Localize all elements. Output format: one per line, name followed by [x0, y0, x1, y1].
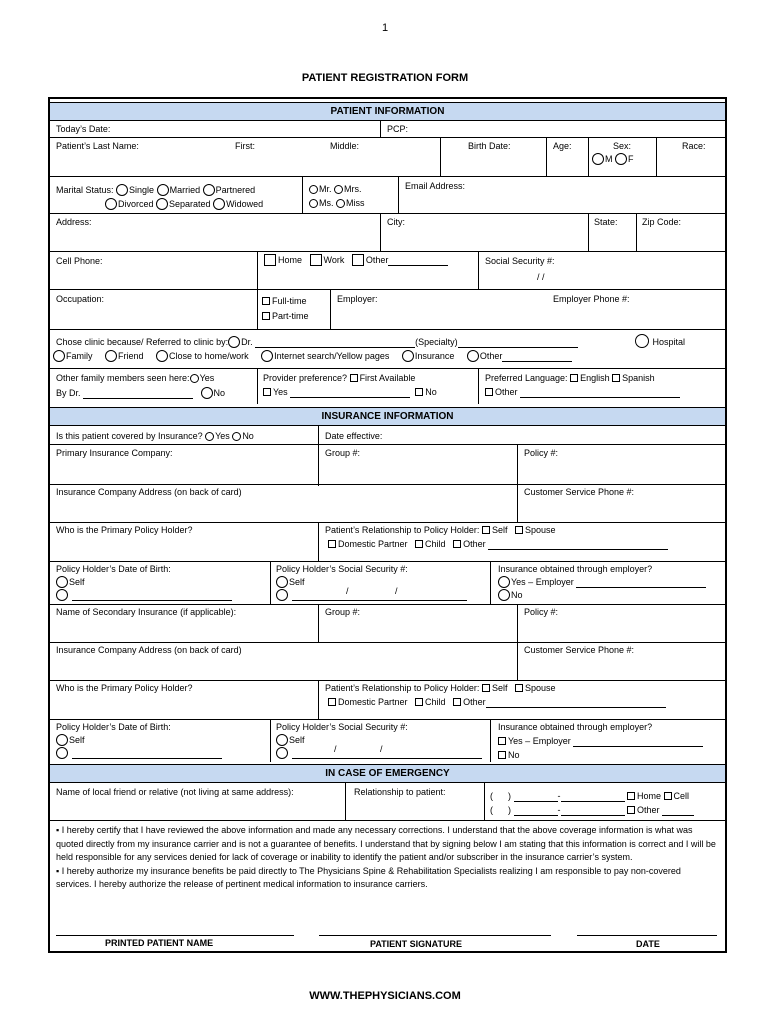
provider-yes-checkbox[interactable] — [263, 388, 271, 396]
cust-service-field[interactable]: Customer Service Phone #: — [524, 487, 635, 497]
email-field[interactable]: Email Address: — [405, 181, 466, 191]
phone-other-label: Other — [365, 255, 389, 265]
miss-label: Miss — [346, 198, 365, 208]
married-label: Married — [169, 185, 201, 195]
other-family-no-label: No — [213, 388, 226, 398]
widowed-radio[interactable] — [213, 198, 225, 210]
friend-label: Friend — [118, 351, 144, 361]
rel-other-checkbox[interactable] — [453, 540, 461, 548]
age-field[interactable]: Age: — [553, 141, 572, 151]
secondary-obtained-label: Insurance obtained through employer? — [498, 722, 653, 732]
employer-field[interactable]: Employer: — [337, 294, 378, 304]
phone-other-checkbox[interactable] — [352, 254, 364, 266]
sex-m-radio[interactable] — [592, 153, 604, 165]
close-home-radio[interactable] — [156, 350, 168, 362]
provider-yes-label: Yes — [273, 387, 288, 397]
city-field[interactable]: City: — [387, 217, 405, 227]
address-field[interactable]: Address: — [56, 217, 92, 227]
parttime-label: Part-time — [272, 311, 309, 321]
internet-radio[interactable] — [261, 350, 273, 362]
sec-obtained-yes-checkbox[interactable] — [498, 737, 506, 745]
single-radio[interactable] — [116, 184, 128, 196]
middle-name-field[interactable]: Middle: — [330, 141, 360, 151]
obtained-yes-label: Yes – Employer — [511, 577, 574, 587]
last-name-field[interactable]: Patient’s Last Name: — [56, 141, 139, 151]
first-available-label: First Available — [359, 373, 416, 383]
divorced-label: Divorced — [118, 199, 154, 209]
provider-no-label: No — [425, 387, 437, 397]
race-field[interactable]: Race: — [682, 141, 706, 151]
rel-self-checkbox[interactable] — [482, 526, 490, 534]
english-label: English — [580, 373, 610, 383]
married-radio[interactable] — [157, 184, 169, 196]
fulltime-checkbox[interactable] — [262, 297, 270, 305]
emergency-cell-label: Cell — [673, 791, 690, 801]
sec-rel-child-label: Child — [425, 697, 446, 707]
friend-radio[interactable] — [105, 350, 117, 362]
secondary-relationship-label: Patient’s Relationship to Policy Holder: — [325, 683, 480, 693]
insurance-radio[interactable] — [402, 350, 414, 362]
printed-name-label: PRINTED PATIENT NAME — [105, 938, 214, 948]
occupation-field[interactable]: Occupation: — [56, 294, 105, 304]
covered-yes-label: Yes — [215, 431, 230, 441]
phone-work-label: Work — [323, 255, 345, 265]
rel-spouse-label: Spouse — [524, 525, 556, 535]
other-family-label: Other family members seen here: — [56, 373, 190, 383]
secondary-group-field[interactable]: Group #: — [325, 607, 361, 617]
sec-rel-other-checkbox[interactable] — [453, 698, 461, 706]
obtained-label: Insurance obtained through employer? — [498, 564, 653, 574]
sec-ssn-self-radio[interactable] — [276, 734, 288, 746]
covered-yes-radio[interactable] — [205, 432, 214, 441]
rel-spouse-checkbox[interactable] — [515, 526, 523, 534]
certify-paragraph: ▪ I hereby certify that I have reviewed the above information and made any necessary corrections. I understand that the above coverage information is what was quoted directly from my insurance carrier and is not a guarantee of benefits. I understand that by signing below I am stating that this information is correct and I will be held responsible for any services denied for lack of coverage or inability to identify the patient and/or subscriber in the insurance carrier’s system. — [56, 825, 716, 862]
mrs-label: Mrs. — [344, 184, 362, 194]
other-family-no-radio[interactable] — [201, 387, 213, 399]
holder-dob-label: Policy Holder’s Date of Birth: — [56, 564, 171, 574]
obtained-no-radio[interactable] — [498, 589, 510, 601]
referred-dr-label: Dr. — [241, 337, 256, 347]
zip-field[interactable]: Zip Code: — [642, 217, 682, 227]
other-family-yes-label: Yes — [199, 373, 215, 383]
phone-work-checkbox[interactable] — [310, 254, 322, 266]
sec-ssn-self-label: Self — [289, 735, 305, 745]
hospital-label: Hospital — [652, 337, 686, 347]
secondary-ins-address-field[interactable]: Insurance Company Address (on back of card) — [56, 645, 242, 655]
page-number: 1 — [381, 22, 389, 34]
employer-phone-field[interactable]: Employer Phone #: — [553, 294, 630, 304]
marital-status-label: Marital Status: — [56, 185, 114, 195]
fulltime-label: Full-time — [272, 296, 307, 306]
close-home-label: Close to home/work — [169, 351, 249, 361]
emergency-other-checkbox[interactable] — [627, 806, 635, 814]
sex-m-label: M — [605, 154, 613, 164]
single-label: Single — [129, 185, 155, 195]
obtained-yes-radio[interactable] — [498, 576, 510, 588]
mr-radio[interactable] — [309, 185, 318, 194]
sec-rel-spouse-checkbox[interactable] — [515, 684, 523, 692]
rel-patient-field[interactable]: Relationship to patient: — [354, 787, 446, 797]
registration-form: PATIENT INFORMATION Today’s Date: PCP: Patient’s Last Name: First: Middle: Birth Date: Age: Sex: M F Race: Marital Status: Single Married Partnered Divorced Separated Widowed Mr. Mrs. Ms. Miss Email Address: Address: City: State: Zip Code: Cell Phone: Home Work Other Social Security #: / / Occupation: Full-time Part-time Employer: Employer Phone #: Chose clinic because/ Referred to clinic by: Dr. (Specialty) Hospital Family Friend Close to home/work Internet search/Yellow pages Insurance Other Other family members seen here: Yes By Dr. No Provider preference? First Available Yes No Preferred Language: English Spanish Other INSURANCE INFORMATION Is this patient covered by Insurance? Yes No Date effective: Primary Insurance Company: Group #: Policy #: Insurance Company Address (on back of card) Customer Service Phone #: Who is the Primary Policy Holder? Patient’s Relationship to Policy Holder: Self Spouse Domestic Partner Child Other Policy Holder’s Date of Birth: Self Policy Holder’s Social Security #: Self / / Insurance obtained through employer? Yes – Employer No Name of Secondary Insurance (if applicable): Group #: Policy #: Insurance Company Address (on back of card) Customer Service Phone #: Who is the Primary Policy Holder? Patient’s Relationship to Policy Holder: Self Spouse Domestic Partner Child Other Policy Holder’s Date of Birth: Self Policy Holder’s Social Security #: Self / / Insurance obtained through employer? Yes – Employer No IN CASE OF EMERGENCY Name of local friend or relative (not living at same address): Relationship to patient: ( ) - Home Cell ( ) - Other ▪ I hereby certify that I have reviewed the above information and made any necessary corrections. I understand that the above coverage information is what was quoted directly from my insurance carrier and is not a guarantee of benefits. I understand that by signing below I am stating that this information is correct and I will be held responsible for any services denied for lack of coverage or inability to identify the patient and/or subscriber in the insurance carrier’s system. ▪ I hereby authorize my insurance benefits be paid directly to The Physicians Spine & Rehabilitation Specialists realizing I am responsible to pay non-covered services. I hereby authorize the release of pertinent medical information to insurance carriers. PRINTED PATIENT NAME PATIENT SIGNATURE DATE — [48, 97, 727, 953]
sec-rel-domestic-label: Domestic Partner — [338, 697, 408, 707]
authorize-paragraph: ▪ I hereby authorize my insurance benefits be paid directly to The Physicians Spine & Rehabilitation Specialists realizing I am responsible to pay non-covered services. I hereby authorize the release of pertinent medical information to insurance carriers. — [56, 865, 681, 889]
first-available-checkbox[interactable] — [350, 374, 358, 382]
rel-domestic-checkbox[interactable] — [328, 540, 336, 548]
separated-radio[interactable] — [156, 198, 168, 210]
sec-rel-child-checkbox[interactable] — [415, 698, 423, 706]
state-field[interactable]: State: — [594, 217, 618, 227]
separated-label: Separated — [169, 199, 211, 209]
rel-child-checkbox[interactable] — [415, 540, 423, 548]
todays-date-field[interactable]: Today’s Date: — [56, 124, 111, 134]
spanish-checkbox[interactable] — [612, 374, 620, 382]
dob-other-radio[interactable] — [56, 589, 68, 601]
chose-clinic-label: Chose clinic because/ Referred to clinic by: — [56, 337, 229, 347]
ms-radio[interactable] — [309, 199, 318, 208]
form-title: PATIENT REGISTRATION FORM — [301, 72, 469, 84]
ssn-field[interactable]: Social Security #: — [485, 256, 555, 266]
section-header-insurance-information: INSURANCE INFORMATION — [50, 407, 725, 426]
sec-rel-self-label: Self — [491, 683, 508, 693]
phone-home-checkbox[interactable] — [264, 254, 276, 266]
other-referral-radio[interactable] — [467, 350, 479, 362]
hospital-radio[interactable] — [635, 334, 649, 348]
parttime-checkbox[interactable] — [262, 312, 270, 320]
family-label: Family — [66, 351, 93, 361]
sec-ssn-other-radio[interactable] — [276, 747, 288, 759]
emergency-home-checkbox[interactable] — [627, 792, 635, 800]
ssn-other-radio[interactable] — [276, 589, 288, 601]
widowed-label: Widowed — [226, 199, 264, 209]
by-dr-label: By Dr. — [56, 388, 81, 398]
rel-self-label: Self — [491, 525, 508, 535]
sex-label: Sex: — [613, 141, 632, 151]
ssn-self-label: Self — [289, 577, 305, 587]
birth-date-field[interactable]: Birth Date: — [468, 141, 511, 151]
secondary-insurance-field[interactable]: Name of Secondary Insurance (if applicable): — [56, 607, 237, 617]
policy-field[interactable]: Policy #: — [524, 448, 559, 458]
sex-f-radio[interactable] — [615, 153, 627, 165]
ssn-slashes: / / — [537, 272, 545, 282]
group-field[interactable]: Group #: — [325, 448, 361, 458]
emergency-cell-checkbox[interactable] — [664, 792, 672, 800]
rel-other-label: Other — [463, 539, 486, 549]
specialty-label: (Specialty) — [415, 337, 458, 347]
sec-rel-other-label: Other — [463, 697, 486, 707]
pref-language-label: Preferred Language: — [485, 373, 568, 383]
referred-dr-radio[interactable] — [228, 336, 240, 348]
sec-rel-domestic-checkbox[interactable] — [328, 698, 336, 706]
covered-label: Is this patient covered by Insurance? — [56, 431, 203, 441]
secondary-primary-holder-field[interactable]: Who is the Primary Policy Holder? — [56, 683, 193, 693]
provider-pref-label: Provider preference? — [263, 373, 348, 383]
family-radio[interactable] — [53, 350, 65, 362]
dob-self-radio[interactable] — [56, 576, 68, 588]
local-friend-field[interactable]: Name of local friend or relative (not living at same address): — [56, 787, 294, 797]
sec-obtained-no-label: No — [508, 750, 520, 760]
pcp-field[interactable]: PCP: — [387, 124, 409, 134]
secondary-cust-service-field[interactable]: Customer Service Phone #: — [524, 645, 635, 655]
phone-home-label: Home — [278, 255, 303, 265]
covered-no-label: No — [242, 431, 254, 441]
rel-domestic-label: Domestic Partner — [338, 539, 408, 549]
dob-self-label: Self — [69, 577, 85, 587]
ssn-self-radio[interactable] — [276, 576, 288, 588]
obtained-no-label: No — [511, 590, 523, 600]
cell-phone-field[interactable]: Cell Phone: — [56, 256, 103, 266]
date-label: DATE — [636, 939, 660, 949]
sex-f-label: F — [628, 154, 634, 164]
emergency-home-label: Home — [637, 791, 662, 801]
first-name-field[interactable]: First: — [235, 141, 255, 151]
ins-address-field[interactable]: Insurance Company Address (on back of card) — [56, 487, 242, 497]
section-header-emergency: IN CASE OF EMERGENCY — [50, 764, 725, 783]
primary-company-field[interactable]: Primary Insurance Company: — [56, 448, 173, 458]
date-effective-field[interactable]: Date effective: — [325, 431, 383, 441]
language-other-checkbox[interactable] — [485, 388, 493, 396]
covered-no-radio[interactable] — [232, 432, 241, 441]
footer-url: WWW.THEPHYSICIANS.COM — [309, 990, 461, 1002]
section-header-patient-information: PATIENT INFORMATION — [50, 102, 725, 121]
internet-label: Internet search/Yellow pages — [274, 351, 390, 361]
sec-dob-other-radio[interactable] — [56, 747, 68, 759]
sec-dob-self-radio[interactable] — [56, 734, 68, 746]
relationship-label: Patient’s Relationship to Policy Holder: — [325, 525, 480, 535]
secondary-policy-field[interactable]: Policy #: — [524, 607, 559, 617]
divorced-radio[interactable] — [105, 198, 117, 210]
provider-no-checkbox[interactable] — [415, 388, 423, 396]
spanish-label: Spanish — [622, 373, 655, 383]
insurance-label: Insurance — [414, 351, 455, 361]
rel-child-label: Child — [425, 539, 446, 549]
sec-obtained-yes-label: Yes – Employer — [508, 736, 571, 746]
secondary-holder-dob-label: Policy Holder’s Date of Birth: — [56, 722, 171, 732]
partnered-radio[interactable] — [203, 184, 215, 196]
sec-dob-self-label: Self — [69, 735, 85, 745]
mrs-radio[interactable] — [334, 185, 343, 194]
sec-obtained-no-checkbox[interactable] — [498, 751, 506, 759]
other-referral-label: Other — [479, 351, 503, 361]
holder-ssn-label: Policy Holder’s Social Security #: — [276, 564, 408, 574]
mr-label: Mr. — [319, 184, 332, 194]
language-other-label: Other — [495, 387, 518, 397]
partnered-label: Partnered — [215, 185, 256, 195]
sec-rel-spouse-label: Spouse — [524, 683, 556, 693]
ms-label: Ms. — [319, 198, 334, 208]
primary-holder-field[interactable]: Who is the Primary Policy Holder? — [56, 525, 193, 535]
other-family-yes-radio[interactable] — [190, 374, 199, 383]
signature-label: PATIENT SIGNATURE — [370, 939, 462, 949]
secondary-holder-ssn-label: Policy Holder’s Social Security #: — [276, 722, 408, 732]
emergency-other-label: Other — [637, 805, 660, 815]
english-checkbox[interactable] — [570, 374, 578, 382]
miss-radio[interactable] — [336, 199, 345, 208]
sec-rel-self-checkbox[interactable] — [482, 684, 490, 692]
